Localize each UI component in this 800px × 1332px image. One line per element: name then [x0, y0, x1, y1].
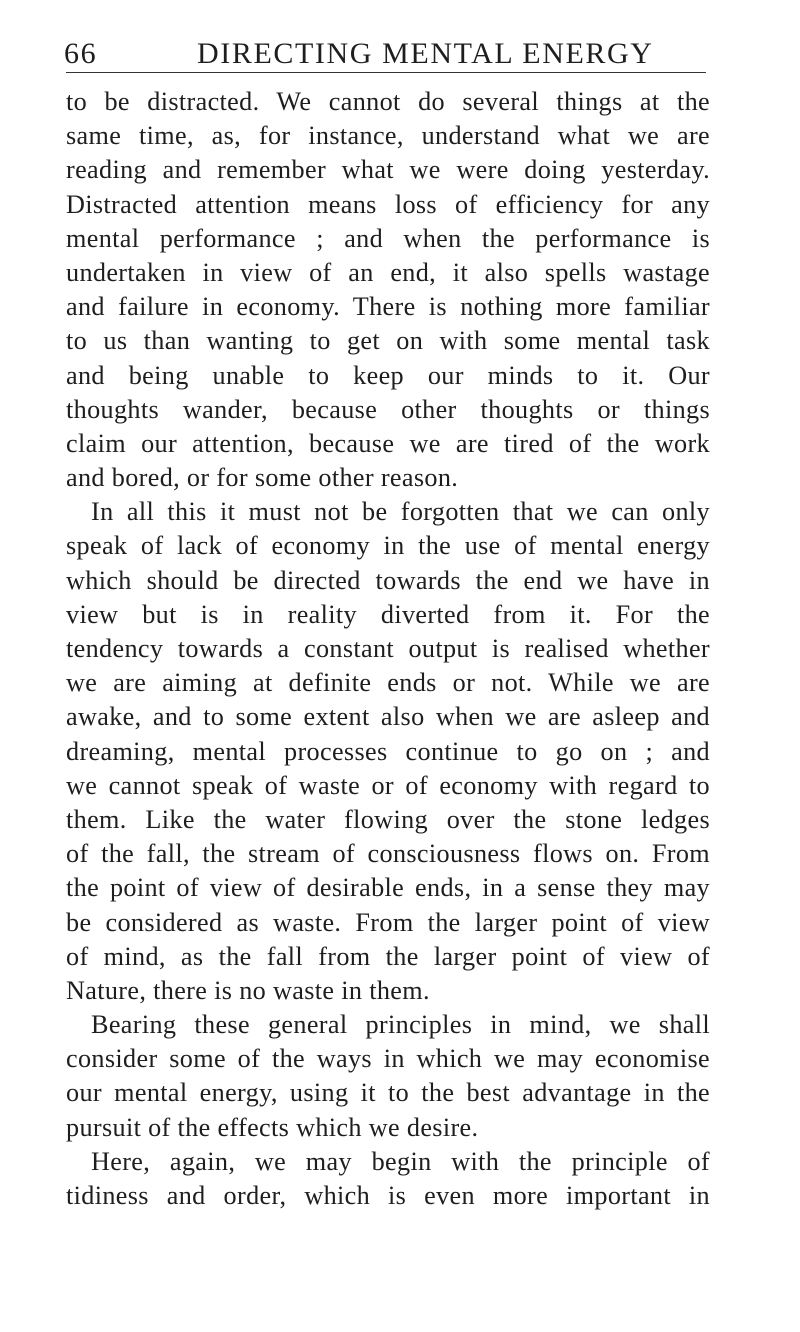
text-line: and failure in economy. There is nothing more familiar — [66, 292, 710, 322]
text-line: and bored, or for some other reason. — [66, 463, 459, 493]
body-text — [66, 85, 710, 1213]
text-line: and being unable to keep our minds to it. Our — [66, 360, 710, 390]
text-line: our mental energy, using it to the best advantage in the — [66, 1078, 710, 1108]
text-line: them. Like the water flowing over the stone ledges — [66, 804, 710, 834]
text-line: same time, as, for instance, understand what we are — [66, 121, 710, 151]
text-line: to be distracted. We cannot do several things at the — [66, 87, 710, 116]
text-line: Nature, there is no waste in them. — [66, 975, 430, 1005]
running-title: DIRECTING MENTAL ENERGY — [197, 37, 654, 70]
text-line: of mind, as the fall from the larger point of view of — [66, 941, 710, 971]
text-line: we are aiming at definite ends or not. While we are — [66, 668, 710, 698]
text-line: which should be directed towards the end we have in — [66, 565, 710, 595]
text-line: be considered as waste. From the larger point of view — [66, 907, 710, 937]
page-number: 66 — [64, 37, 98, 70]
text-line: dreaming, mental processes continue to go on ; and — [66, 736, 710, 766]
text-line: to us than wanting to get on with some mental task — [66, 326, 710, 356]
text-line: the point of view of desirable ends, in a sense they may — [66, 873, 710, 903]
text-line: speak of lack of economy in the use of mental energy — [66, 531, 710, 561]
text-line: reading and remember what we were doing yesterday. — [66, 155, 710, 185]
text-line: awake, and to some extent also when we are asleep and — [66, 702, 710, 732]
text-line: pursuit of the effects which we desire. — [66, 1112, 479, 1142]
text-line: claim our attention, because we are tired of the work — [66, 428, 710, 458]
text-line: Here, again, we may begin with the principle of — [91, 1146, 710, 1176]
text-line: Distracted attention means loss of efficiency for any — [66, 189, 710, 219]
running-head — [64, 34, 714, 74]
text-line: tendency towards a constant output is realised whether — [66, 634, 710, 663]
text-line: of the fall, the stream of consciousness flows on. From — [66, 839, 710, 869]
text-line: tidiness and order, which is even more important in — [66, 1181, 710, 1210]
text-line: consider some of the ways in which we may economise — [66, 1044, 710, 1074]
text-line: we cannot speak of waste or of economy with regard to — [66, 770, 710, 800]
text-line: thoughts wander, because other thoughts or things — [66, 394, 710, 424]
text-line: Bearing these general principles in mind, we shall — [91, 1010, 710, 1040]
header-rule — [66, 72, 706, 73]
text-line: undertaken in view of an end, it also spells wastage — [66, 257, 710, 287]
text-line: In all this it must not be forgotten that we can only — [91, 497, 710, 527]
text-line: mental performance ; and when the performance is — [66, 223, 710, 253]
text-line: view but is in reality diverted from it. For the — [66, 599, 710, 629]
